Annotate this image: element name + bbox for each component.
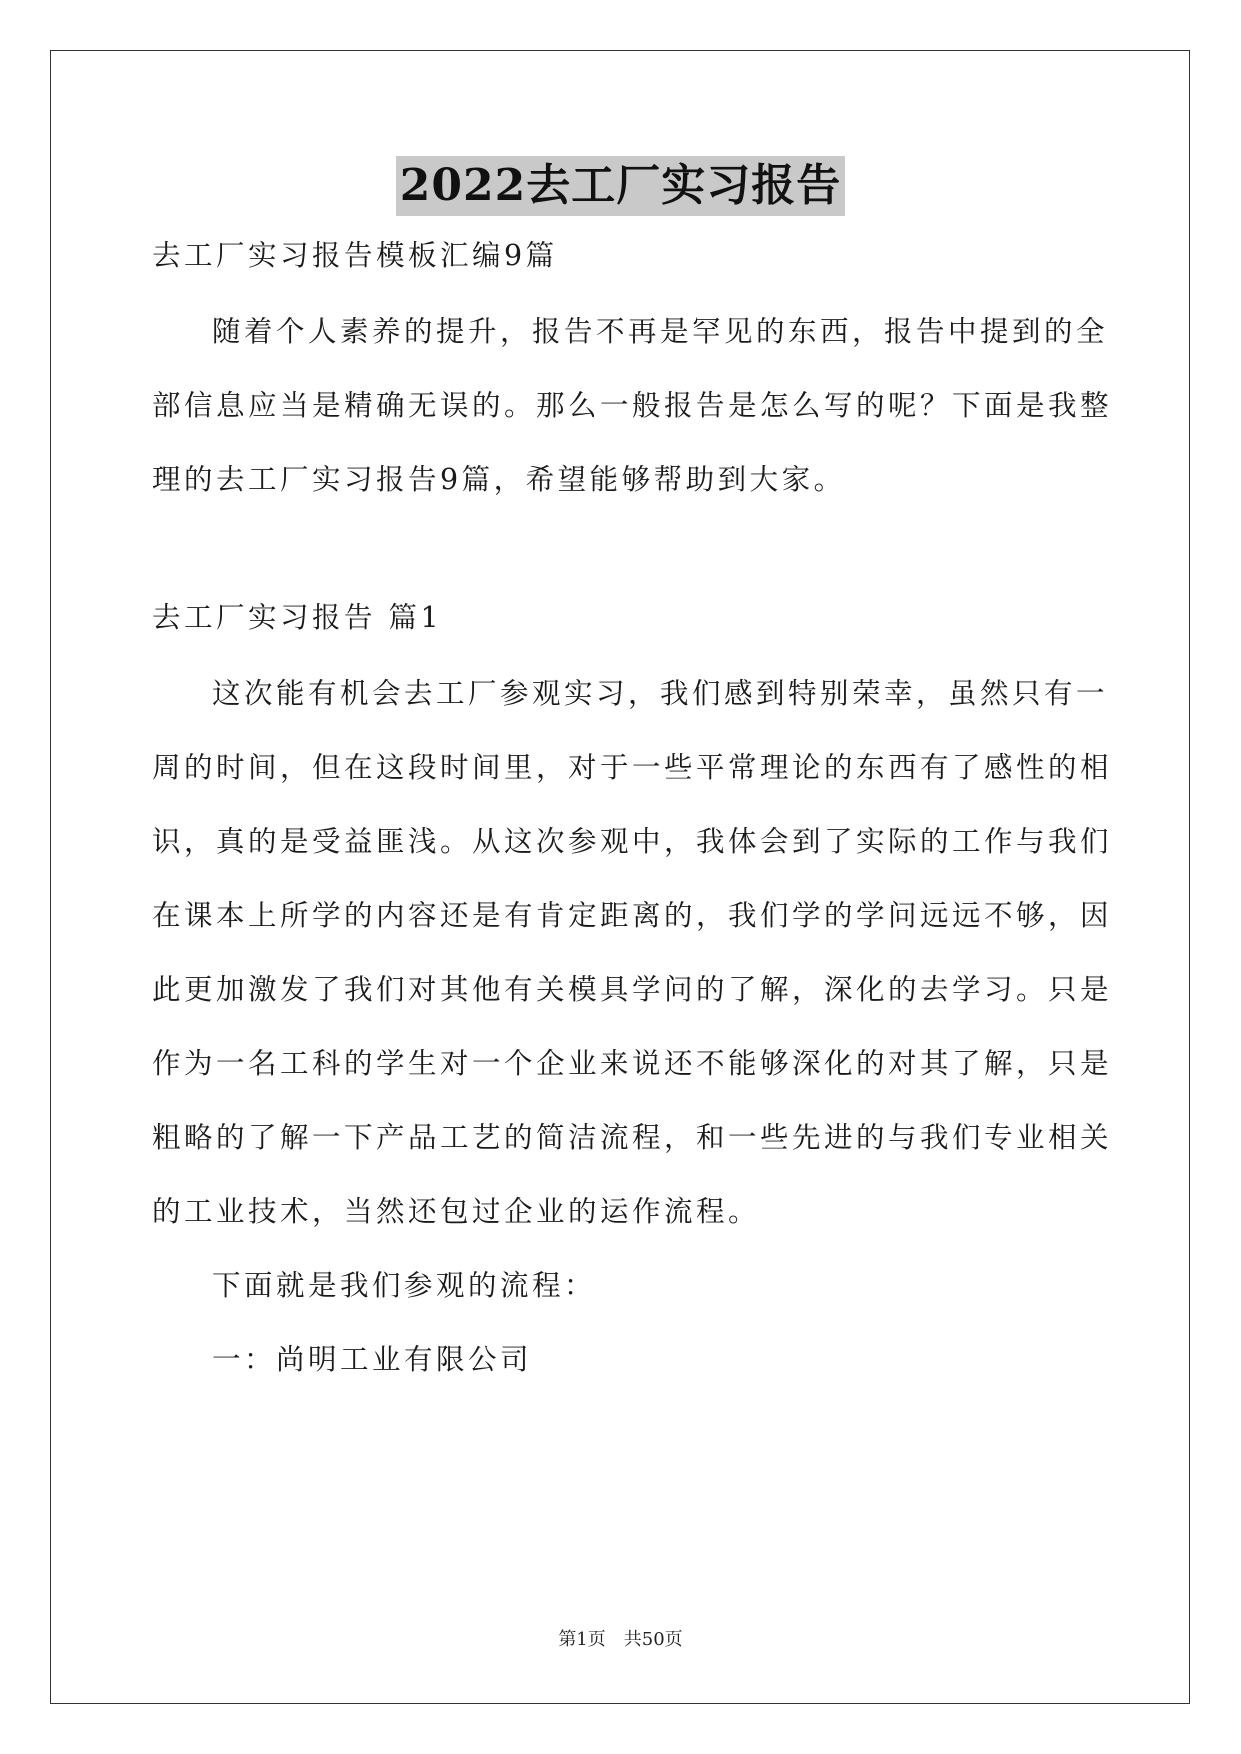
title-container xyxy=(0,156,1241,216)
page-number-footer: 第1页 共50页 xyxy=(558,1629,683,1650)
page-border xyxy=(50,50,1190,1704)
body-line-8: 的工业技术，当然还包过企业的运作流程。 xyxy=(152,1195,761,1228)
body-line-5: 此更加激发了我们对其他有关模具学问的了解，深化的去学习。只是 xyxy=(152,973,1113,1006)
body-line-7: 粗略的了解一下产品工艺的简洁流程，和一些先进的与我们专业相关 xyxy=(152,1121,1113,1154)
body-line-3: 识，真的是受益匪浅。从这次参观中，我体会到了实际的工作与我们 xyxy=(152,825,1113,858)
body-line-6: 作为一名工科的学生对一个企业来说还不能够深化的对其了解，只是 xyxy=(152,1047,1113,1080)
body-line-4: 在课本上所学的内容还是有肯定距离的，我们学的学问远远不够，因 xyxy=(152,899,1113,932)
body-line-2: 周的时间，但在这段时间里，对于一些平常理论的东西有了感性的相 xyxy=(152,751,1113,784)
subtitle-line: 去工厂实习报告模板汇编9篇 xyxy=(152,239,558,272)
document-title: 2022去工厂实习报告 xyxy=(396,156,845,216)
company-line: 一：尚明工业有限公司 xyxy=(212,1343,533,1376)
body-line-1: 这次能有机会去工厂参观实习，我们感到特别荣幸，虽然只有一 xyxy=(212,677,1109,710)
intro-line-1: 随着个人素养的提升，报告不再是罕见的东西，报告中提到的全 xyxy=(212,315,1109,348)
process-intro-line: 下面就是我们参观的流程： xyxy=(212,1269,597,1302)
intro-line-3: 理的去工厂实习报告9篇，希望能够帮助到大家。 xyxy=(152,463,846,496)
intro-line-2: 部信息应当是精确无误的。那么一般报告是怎么写的呢？下面是我整 xyxy=(152,389,1113,422)
section-heading: 去工厂实习报告 篇1 xyxy=(152,601,443,634)
